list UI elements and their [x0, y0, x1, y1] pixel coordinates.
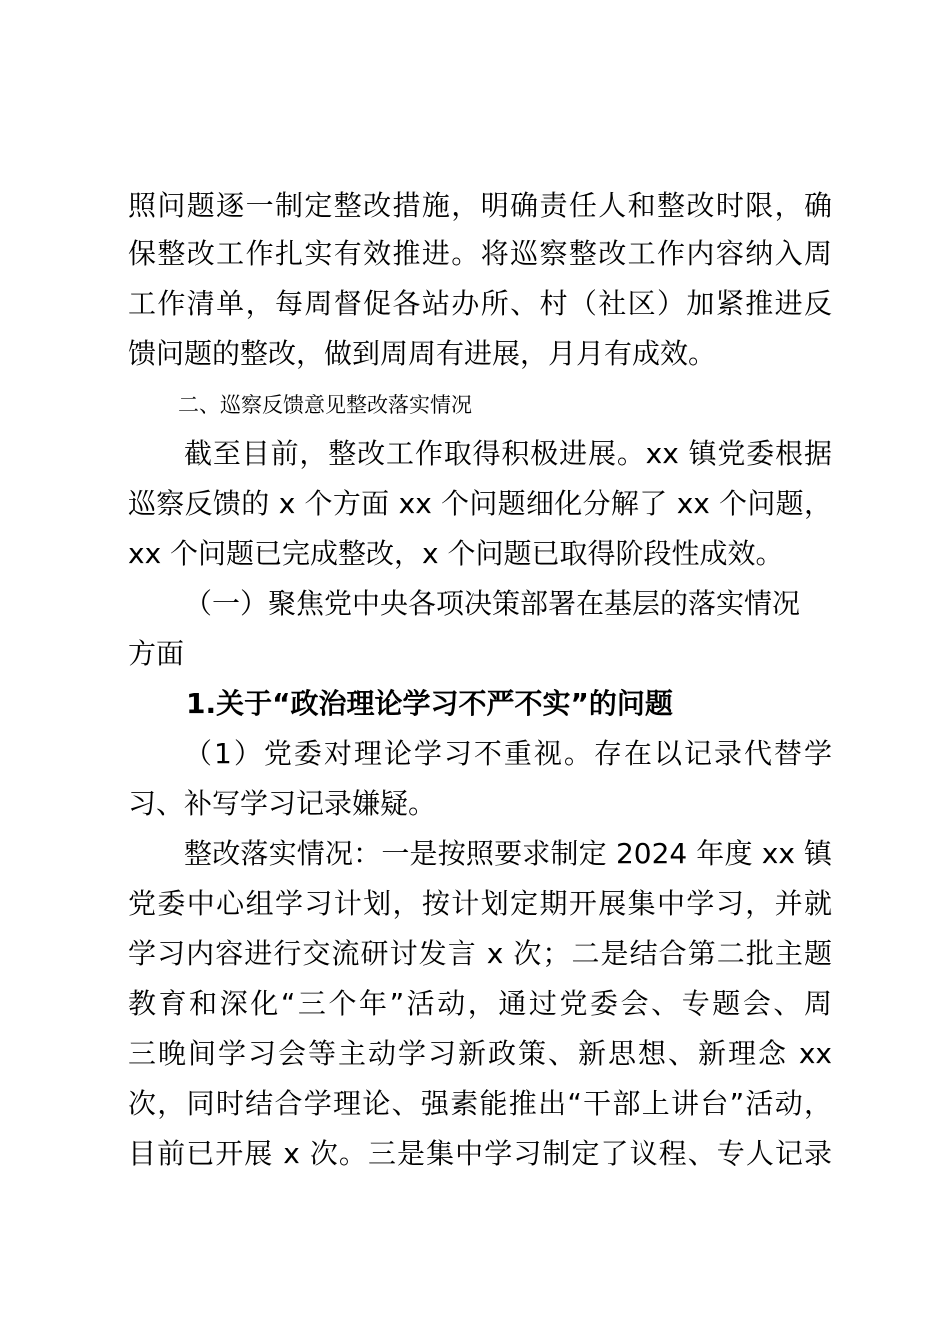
body-line-1: 照问题逐一制定整改措施，明确责任人和整改时限，确 [128, 189, 832, 222]
body-line-17: 教育和深化“三个年”活动，通过党委会、专题会、周 [128, 987, 832, 1020]
body-line-8: xx 个问题已完成整改，x 个问题已取得阶段性成效。 [128, 537, 784, 570]
subsection-heading-line-2: 方面 [128, 637, 185, 670]
body-line-18: 三晚间学习会等主动学习新政策、新思想、新理念 xx [128, 1037, 832, 1070]
body-line-19: 次，同时结合学理论、强素能推出“干部上讲台”活动， [128, 1087, 832, 1120]
issue-heading: 1.关于“政治理论学习不严不实”的问题 [186, 687, 673, 720]
body-line-2: 保整改工作扎实有效推进。将巡察整改工作内容纳入周 [128, 237, 832, 270]
body-line-6: 截至目前，整改工作取得积极进展。xx 镇党委根据 [184, 437, 832, 470]
body-line-15: 党委中心组学习计划，按计划定期开展集中学习，并就 [128, 887, 832, 920]
body-line-20: 目前已开展 x 次。三是集中学习制定了议程、专人记录 [128, 1137, 832, 1170]
body-line-13: 习、补写学习记录嫌疑。 [128, 787, 437, 820]
body-line-16: 学习内容进行交流研讨发言 x 次；二是结合第二批主题 [128, 937, 832, 970]
body-line-12: （1）党委对理论学习不重视。存在以记录代替学 [184, 737, 832, 770]
body-line-14: 整改落实情况：一是按照要求制定 2024 年度 xx 镇 [184, 837, 832, 870]
section-heading: 二、巡察反馈意见整改落实情况 [178, 393, 472, 417]
body-line-4: 馈问题的整改，做到周周有进展，月月有成效。 [128, 337, 717, 370]
body-line-3: 工作清单，每周督促各站办所、村（社区）加紧推进反 [128, 287, 832, 320]
body-line-7: 巡察反馈的 x 个方面 xx 个问题细化分解了 xx 个问题， [128, 487, 832, 520]
subsection-heading-line-1: （一）聚焦党中央各项决策部署在基层的落实情况 [184, 587, 801, 620]
